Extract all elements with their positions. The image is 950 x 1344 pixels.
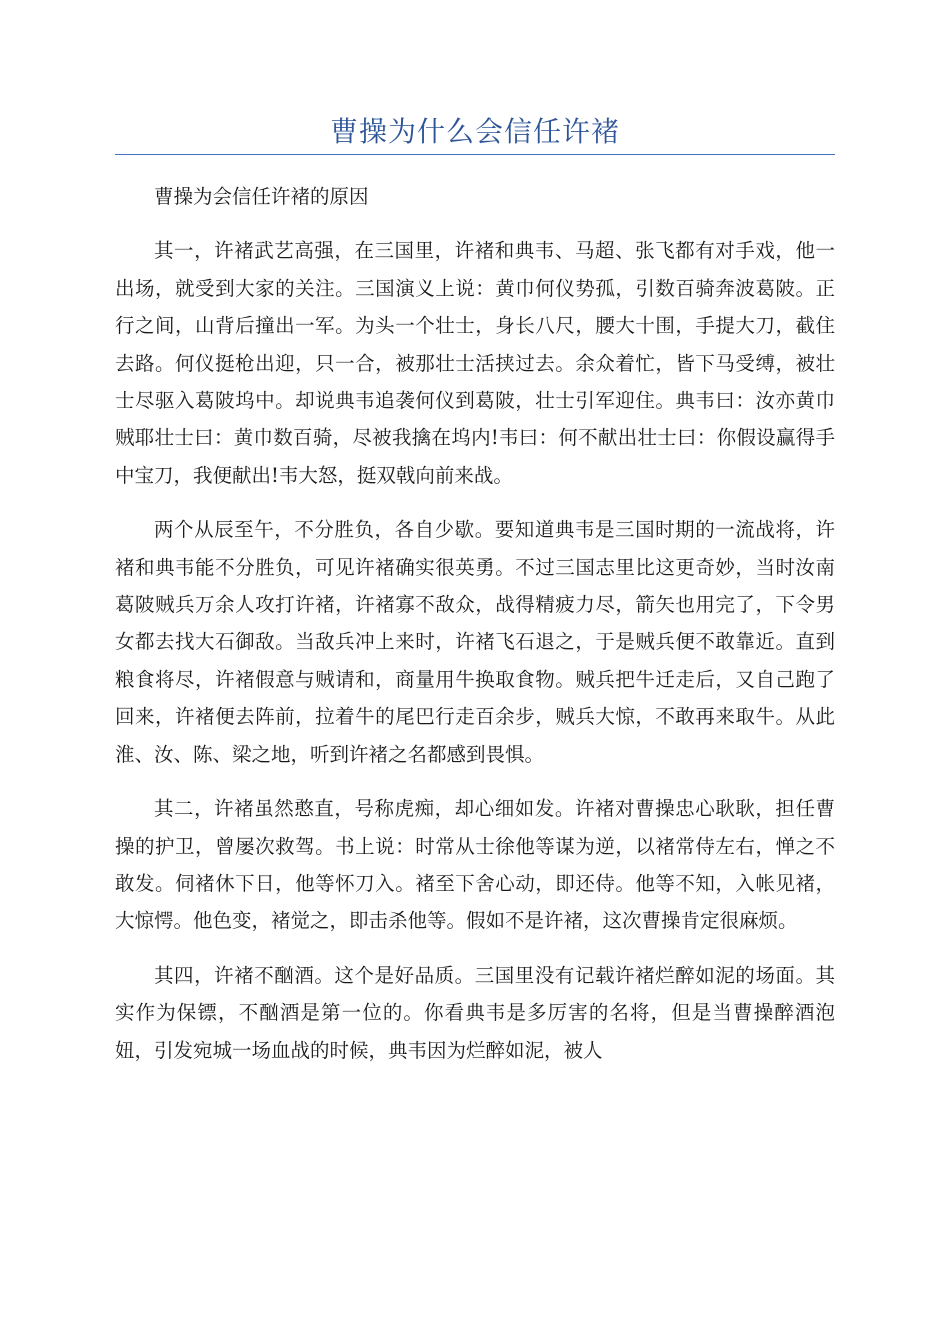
- paragraph: 其一，许褚武艺高强，在三国里，许褚和典韦、马超、张飞都有对手戏，他一出场，就受到大家的关注。三国演义上说：黄巾何仪势孤，引数百骑奔波葛陂。正行之间，山背后撞出一军。为头一个壮士，身长八尺，腰大十围，手提大刀，截住去路。何仪挺枪出迎，只一合，被那壮士活挟过去。余众着忙，皆下马受缚，被壮士尽驱入葛陂坞中。却说典韦追袭何仪到葛陂，壮士引军迎住。典韦曰：汝亦黄巾贼耶壮士曰：黄巾数百骑，尽被我擒在坞内!韦曰：何不献出壮士曰：你假设赢得手中宝刀，我便献出!韦大怒，挺双戟向前来战。: [115, 239, 835, 487]
- document-body: [115, 178, 835, 1086]
- paragraph: 其二，许褚虽然憨直，号称虎痴，却心细如发。许褚对曹操忠心耿耿，担任曹操的护卫，曾屡次救驾。书上说：时常从士徐他等谋为逆，以褚常侍左右，惮之不敢发。伺褚休下日，他等怀刀入。褚至下舍心动，即还侍。他等不知，入帐见褚，大惊愕。他色变，褚觉之，即击杀他等。假如不是许褚，这次曹操肯定很麻烦。: [115, 797, 835, 933]
- paragraph: 两个从辰至午，不分胜负，各自少歇。要知道典韦是三国时期的一流战将，许褚和典韦能不分胜负，可见许褚确实很英勇。不过三国志里比这更奇妙，当时汝南葛陂贼兵万余人攻打许褚，许褚寡不敌众，战得精疲力尽，箭矢也用完了，下令男女都去找大石御敌。当敌兵冲上来时，许褚飞石退之，于是贼兵便不敢靠近。直到粮食将尽，许褚假意与贼请和，商量用牛换取食物。贼兵把牛迁走后，又自己跑了回来，许褚便去阵前，拉着牛的尾巴行走百余步，贼兵大惊，不敢再来取牛。从此淮、汝、陈、梁之地，听到许褚之名都感到畏惧。: [115, 518, 835, 766]
- paragraph-subtitle: 曹操为会信任许褚的原因: [154, 185, 369, 208]
- paragraph: 其四，许褚不酗酒。这个是好品质。三国里没有记载许褚烂醉如泥的场面。其实作为保镖，不酗酒是第一位的。你看典韦是多厉害的名将，但是当曹操醉酒泡妞，引发宛城一场血战的时候，典韦因为烂醉如泥，被人: [115, 963, 835, 1062]
- page-title: 曹操为什么会信任许褚: [329, 115, 620, 148]
- title-underline: [115, 154, 835, 155]
